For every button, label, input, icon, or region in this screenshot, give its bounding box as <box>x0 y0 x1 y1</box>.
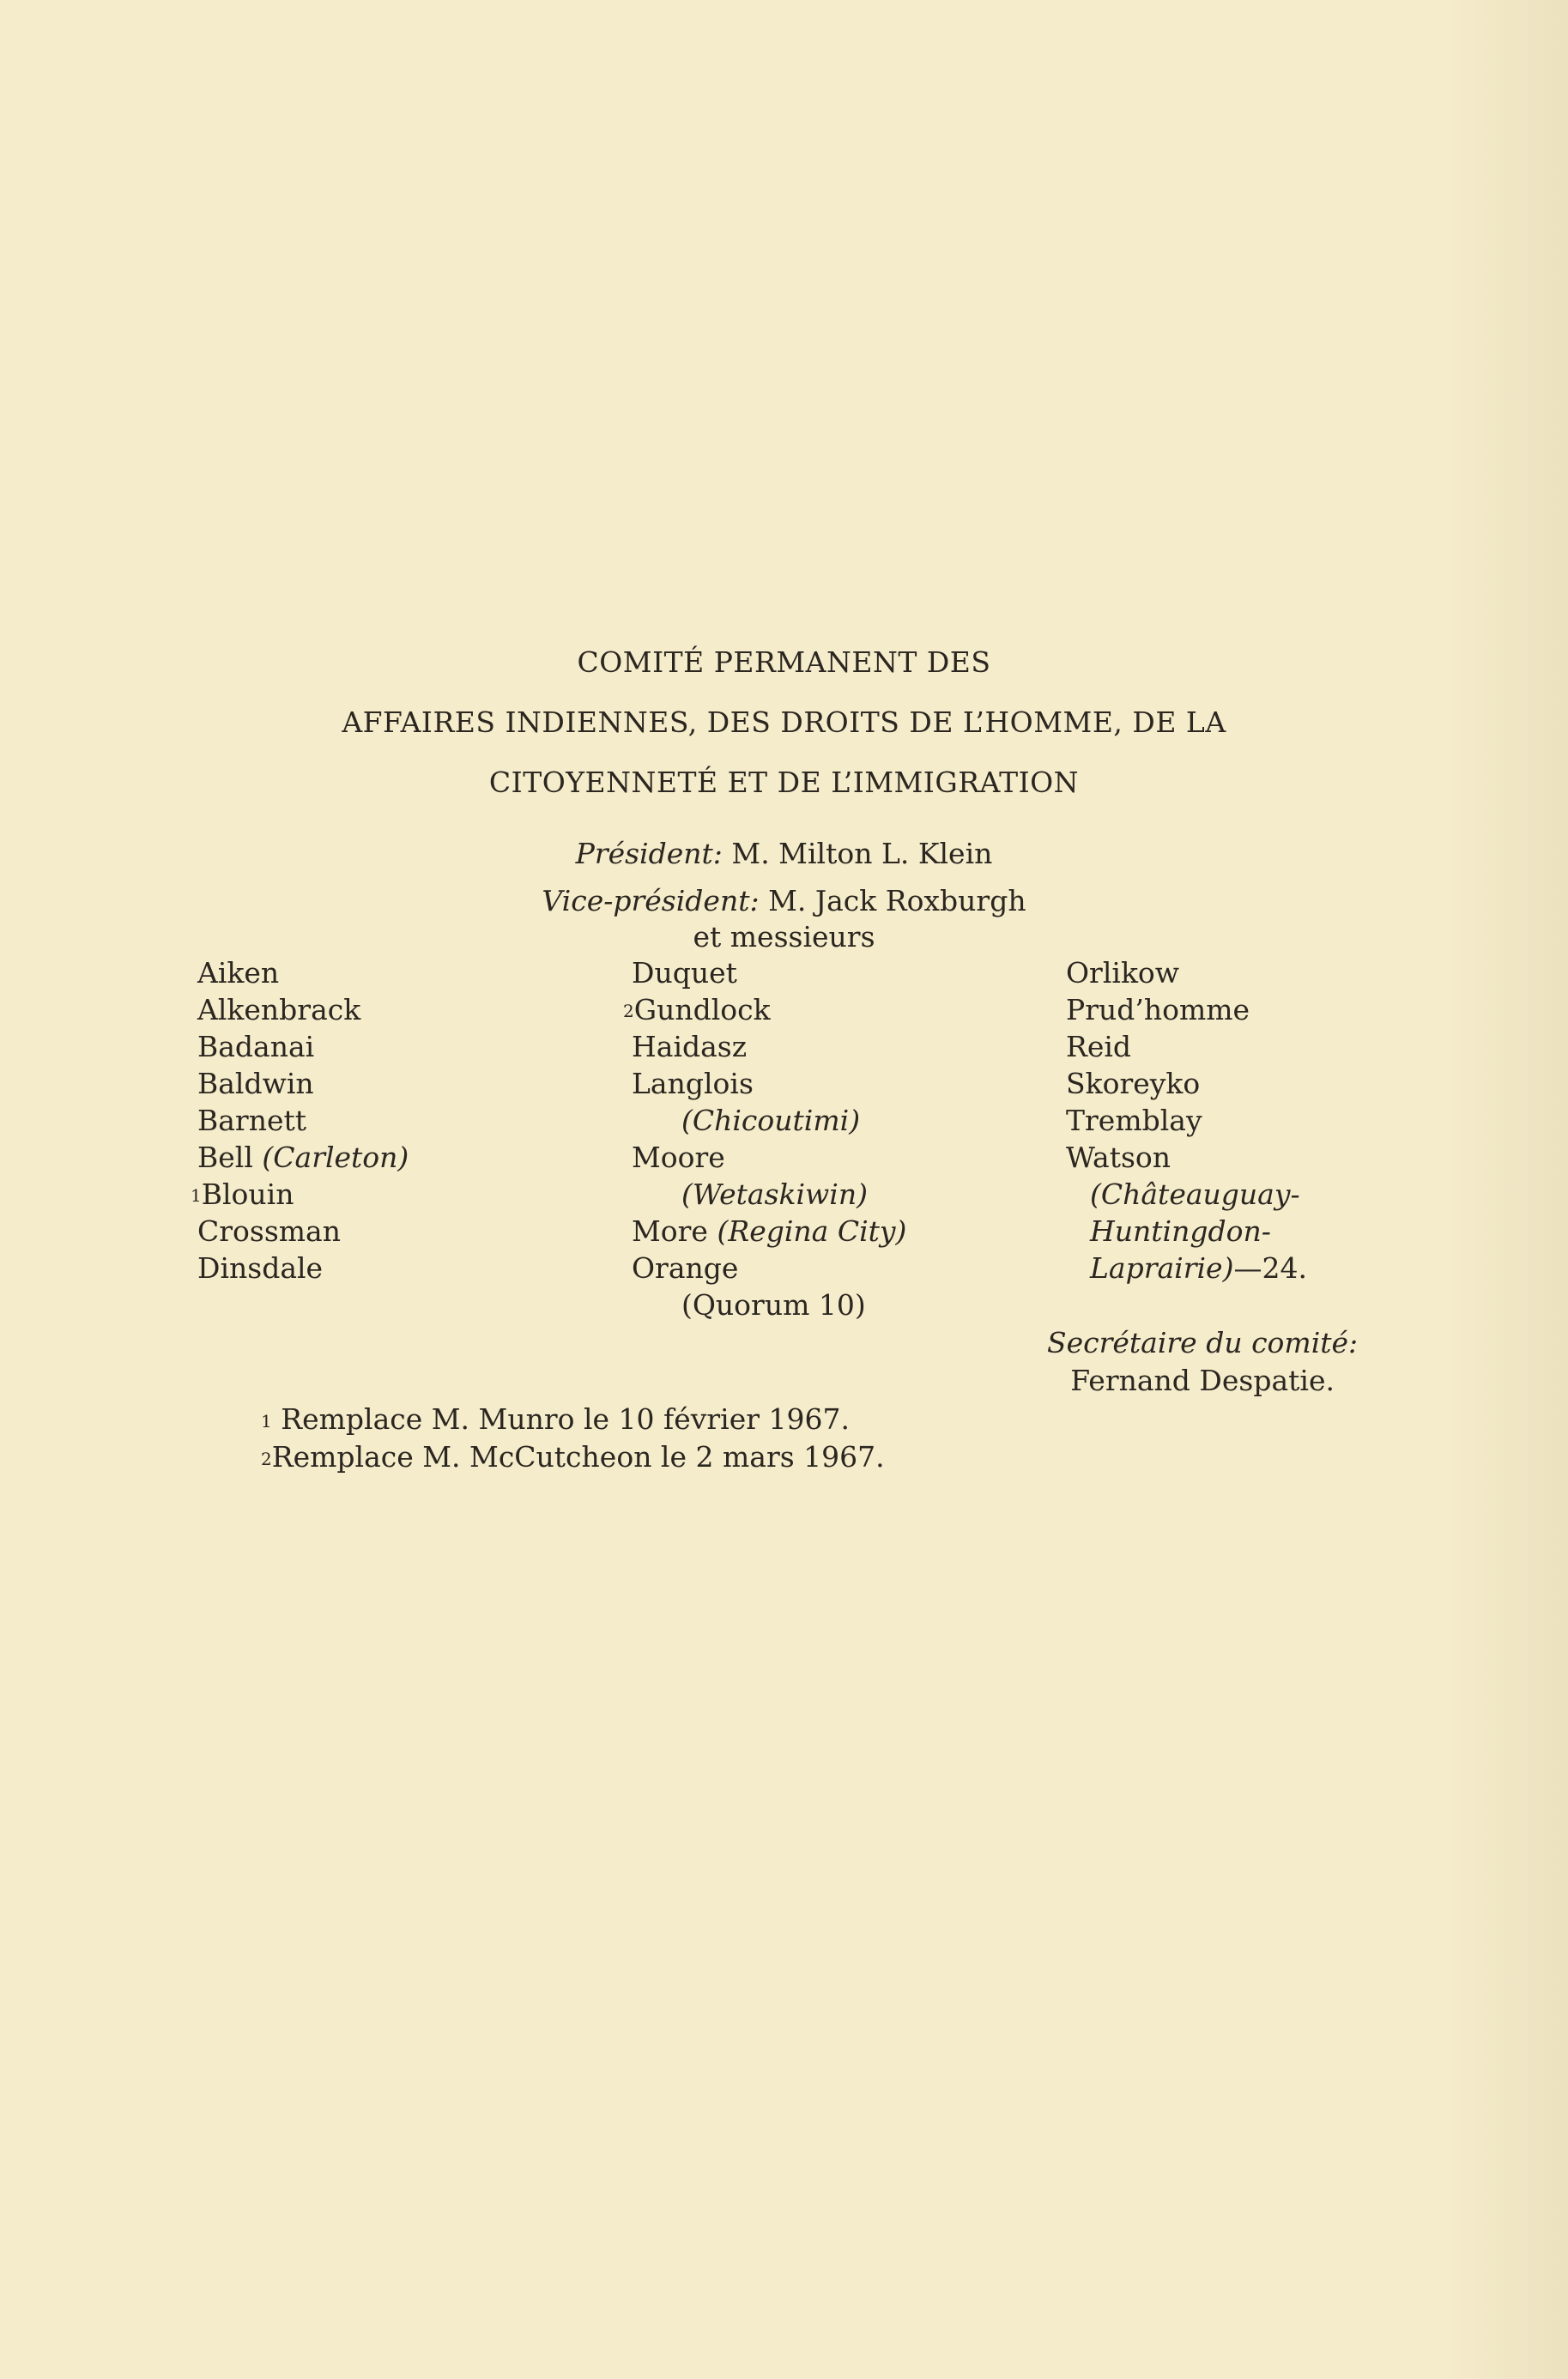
vice-president-label: Vice-président: <box>542 884 760 917</box>
member-riding: Huntingdon- <box>1090 1214 1271 1248</box>
committee-title-line-2: AFFAIRES INDIENNES, DES DROITS DE L’HOMME, DE LA <box>342 705 1226 739</box>
committee-title-line-3: CITOYENNETÉ ET DE L’IMMIGRATION <box>488 766 1080 799</box>
footnote-2 <box>261 1438 885 1476</box>
members-column-3 <box>1066 954 1307 1286</box>
committee-title-line-1: COMITÉ PERMANENT DES <box>577 645 991 679</box>
members-intro: et messieurs <box>693 920 875 953</box>
member-name: Crossman <box>197 1214 341 1248</box>
member-entry <box>1066 1250 1307 1286</box>
member-riding: Laprairie) <box>1090 1251 1234 1285</box>
footnote-marker: 2 <box>623 1001 634 1021</box>
footnote-marker: 1 <box>261 1411 272 1432</box>
member-name: Baldwin <box>197 1067 314 1100</box>
member-name: Tremblay <box>1066 1104 1202 1137</box>
vice-president-line <box>0 884 1568 917</box>
member-name: More <box>632 1214 708 1248</box>
member-name: Blouin <box>201 1177 294 1211</box>
footnote-text: Remplace M. Munro le 10 février 1967. <box>281 1402 850 1436</box>
member-entry <box>632 1213 906 1250</box>
member-name: Moore <box>632 1141 725 1174</box>
member-name: Haidasz <box>632 1030 748 1063</box>
member-riding: (Carleton) <box>262 1141 409 1174</box>
member-name: Orange <box>632 1251 739 1285</box>
footnotes <box>261 1401 885 1476</box>
member-name: Gundlock <box>633 993 771 1026</box>
member-name: Bell <box>197 1141 253 1174</box>
member-name: Badanai <box>197 1030 315 1063</box>
footnote-text: Remplace M. McCutcheon le 2 mars 1967. <box>271 1440 885 1474</box>
member-name: Orlikow <box>1066 956 1180 990</box>
member-name: Alkenbrack <box>197 993 361 1026</box>
member-name: Reid <box>1066 1030 1132 1063</box>
member-name: Barnett <box>197 1104 307 1137</box>
member-name: Skoreyko <box>1066 1067 1201 1100</box>
footnote-marker: 2 <box>261 1449 272 1469</box>
president-label: Président: <box>575 837 723 870</box>
members-column-2 <box>623 954 907 1323</box>
secretary-name: Fernand Despatie. <box>1070 1364 1335 1397</box>
president-name: M. Milton L. Klein <box>731 837 993 870</box>
member-riding: (Regina City) <box>717 1214 907 1248</box>
member-name: Dinsdale <box>197 1251 324 1285</box>
member-name: Langlois <box>632 1067 754 1100</box>
member-name: Aiken <box>197 956 280 990</box>
member-entry <box>623 991 906 1028</box>
footnote-marker: 1 <box>191 1185 202 1206</box>
member-name: Duquet <box>632 956 737 990</box>
secretary-block <box>1047 1324 1358 1400</box>
member-name: Prud’homme <box>1066 993 1250 1026</box>
member-entry <box>197 1139 409 1176</box>
member-riding: (Wetaskiwin) <box>681 1177 868 1211</box>
vice-president-name: M. Jack Roxburgh <box>768 884 1026 917</box>
member-riding: (Chicoutimi) <box>681 1104 861 1137</box>
quorum-note: (Quorum 10) <box>681 1288 866 1322</box>
member-name: Watson <box>1066 1141 1171 1174</box>
member-riding: (Châteauguay- <box>1090 1177 1300 1211</box>
member-entry <box>191 1176 409 1213</box>
secretary-label: Secrétaire du comité: <box>1047 1326 1359 1359</box>
members-column-1 <box>191 954 409 1286</box>
president-line <box>0 837 1568 870</box>
footnote-1 <box>261 1401 885 1438</box>
member-total: —24. <box>1233 1251 1307 1285</box>
